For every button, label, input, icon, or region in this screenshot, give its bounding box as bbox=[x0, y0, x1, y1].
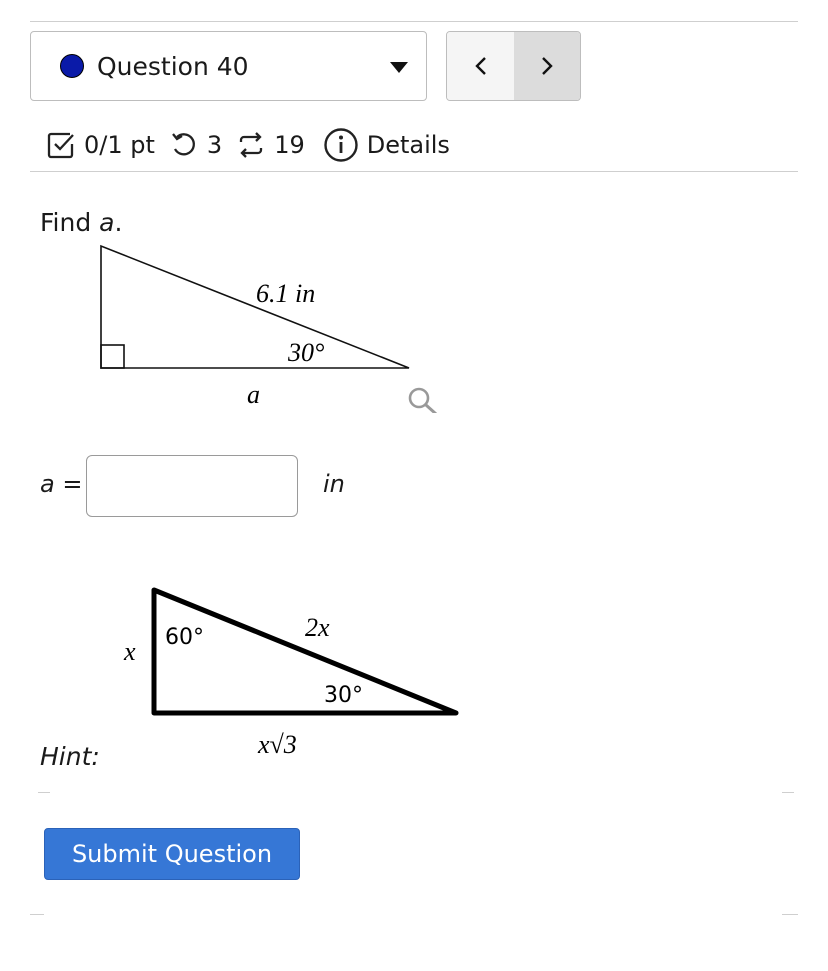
hint-hyp-label: 2x bbox=[305, 613, 330, 642]
question-label: Question 40 bbox=[97, 52, 249, 81]
base-label: a bbox=[247, 380, 260, 409]
hint-angle-label: 30° bbox=[324, 683, 363, 708]
meta-divider bbox=[30, 171, 798, 172]
attempts-count: 3 bbox=[206, 131, 223, 159]
zoom-magnifier-icon[interactable] bbox=[410, 389, 436, 413]
question-selector[interactable] bbox=[30, 31, 427, 101]
hint-triangle-figure bbox=[110, 578, 470, 768]
hint-base-label: x√3 bbox=[258, 730, 297, 759]
attempts-undo-icon bbox=[169, 130, 199, 160]
question-nav bbox=[446, 31, 581, 101]
answer-unit: in bbox=[323, 470, 345, 498]
section-tick bbox=[38, 792, 50, 793]
retry-cycle-icon bbox=[236, 130, 266, 160]
answer-input[interactable] bbox=[86, 455, 298, 517]
status-dot-icon bbox=[60, 54, 84, 78]
section-tick bbox=[30, 914, 44, 915]
question-meta bbox=[46, 123, 450, 167]
angle-label: 30° bbox=[288, 338, 325, 367]
tries-count: 19 bbox=[274, 131, 305, 159]
top-divider bbox=[30, 21, 798, 22]
checkbox-score-icon bbox=[46, 130, 76, 160]
details-link[interactable] bbox=[323, 127, 450, 163]
next-question-button[interactable] bbox=[514, 32, 580, 100]
hint-top-angle: 60° bbox=[165, 625, 204, 650]
answer-label: a = bbox=[40, 470, 83, 498]
hint-label: Hint: bbox=[40, 742, 100, 771]
question-prompt: Find a. bbox=[40, 208, 123, 237]
hypotenuse-label: 6.1 in bbox=[256, 279, 316, 308]
triangle-figure bbox=[90, 238, 470, 413]
hint-side-label: x bbox=[124, 637, 136, 666]
section-tick bbox=[782, 914, 798, 915]
submit-question-button[interactable]: Submit Question bbox=[44, 828, 300, 880]
score-text: 0/1 pt bbox=[84, 131, 155, 159]
dropdown-caret-icon bbox=[390, 62, 408, 73]
previous-question-button[interactable] bbox=[447, 32, 515, 100]
chevron-left-icon bbox=[474, 55, 488, 77]
section-tick bbox=[782, 792, 794, 793]
info-icon bbox=[323, 127, 359, 163]
chevron-right-icon bbox=[540, 55, 554, 77]
details-label: Details bbox=[366, 131, 450, 159]
